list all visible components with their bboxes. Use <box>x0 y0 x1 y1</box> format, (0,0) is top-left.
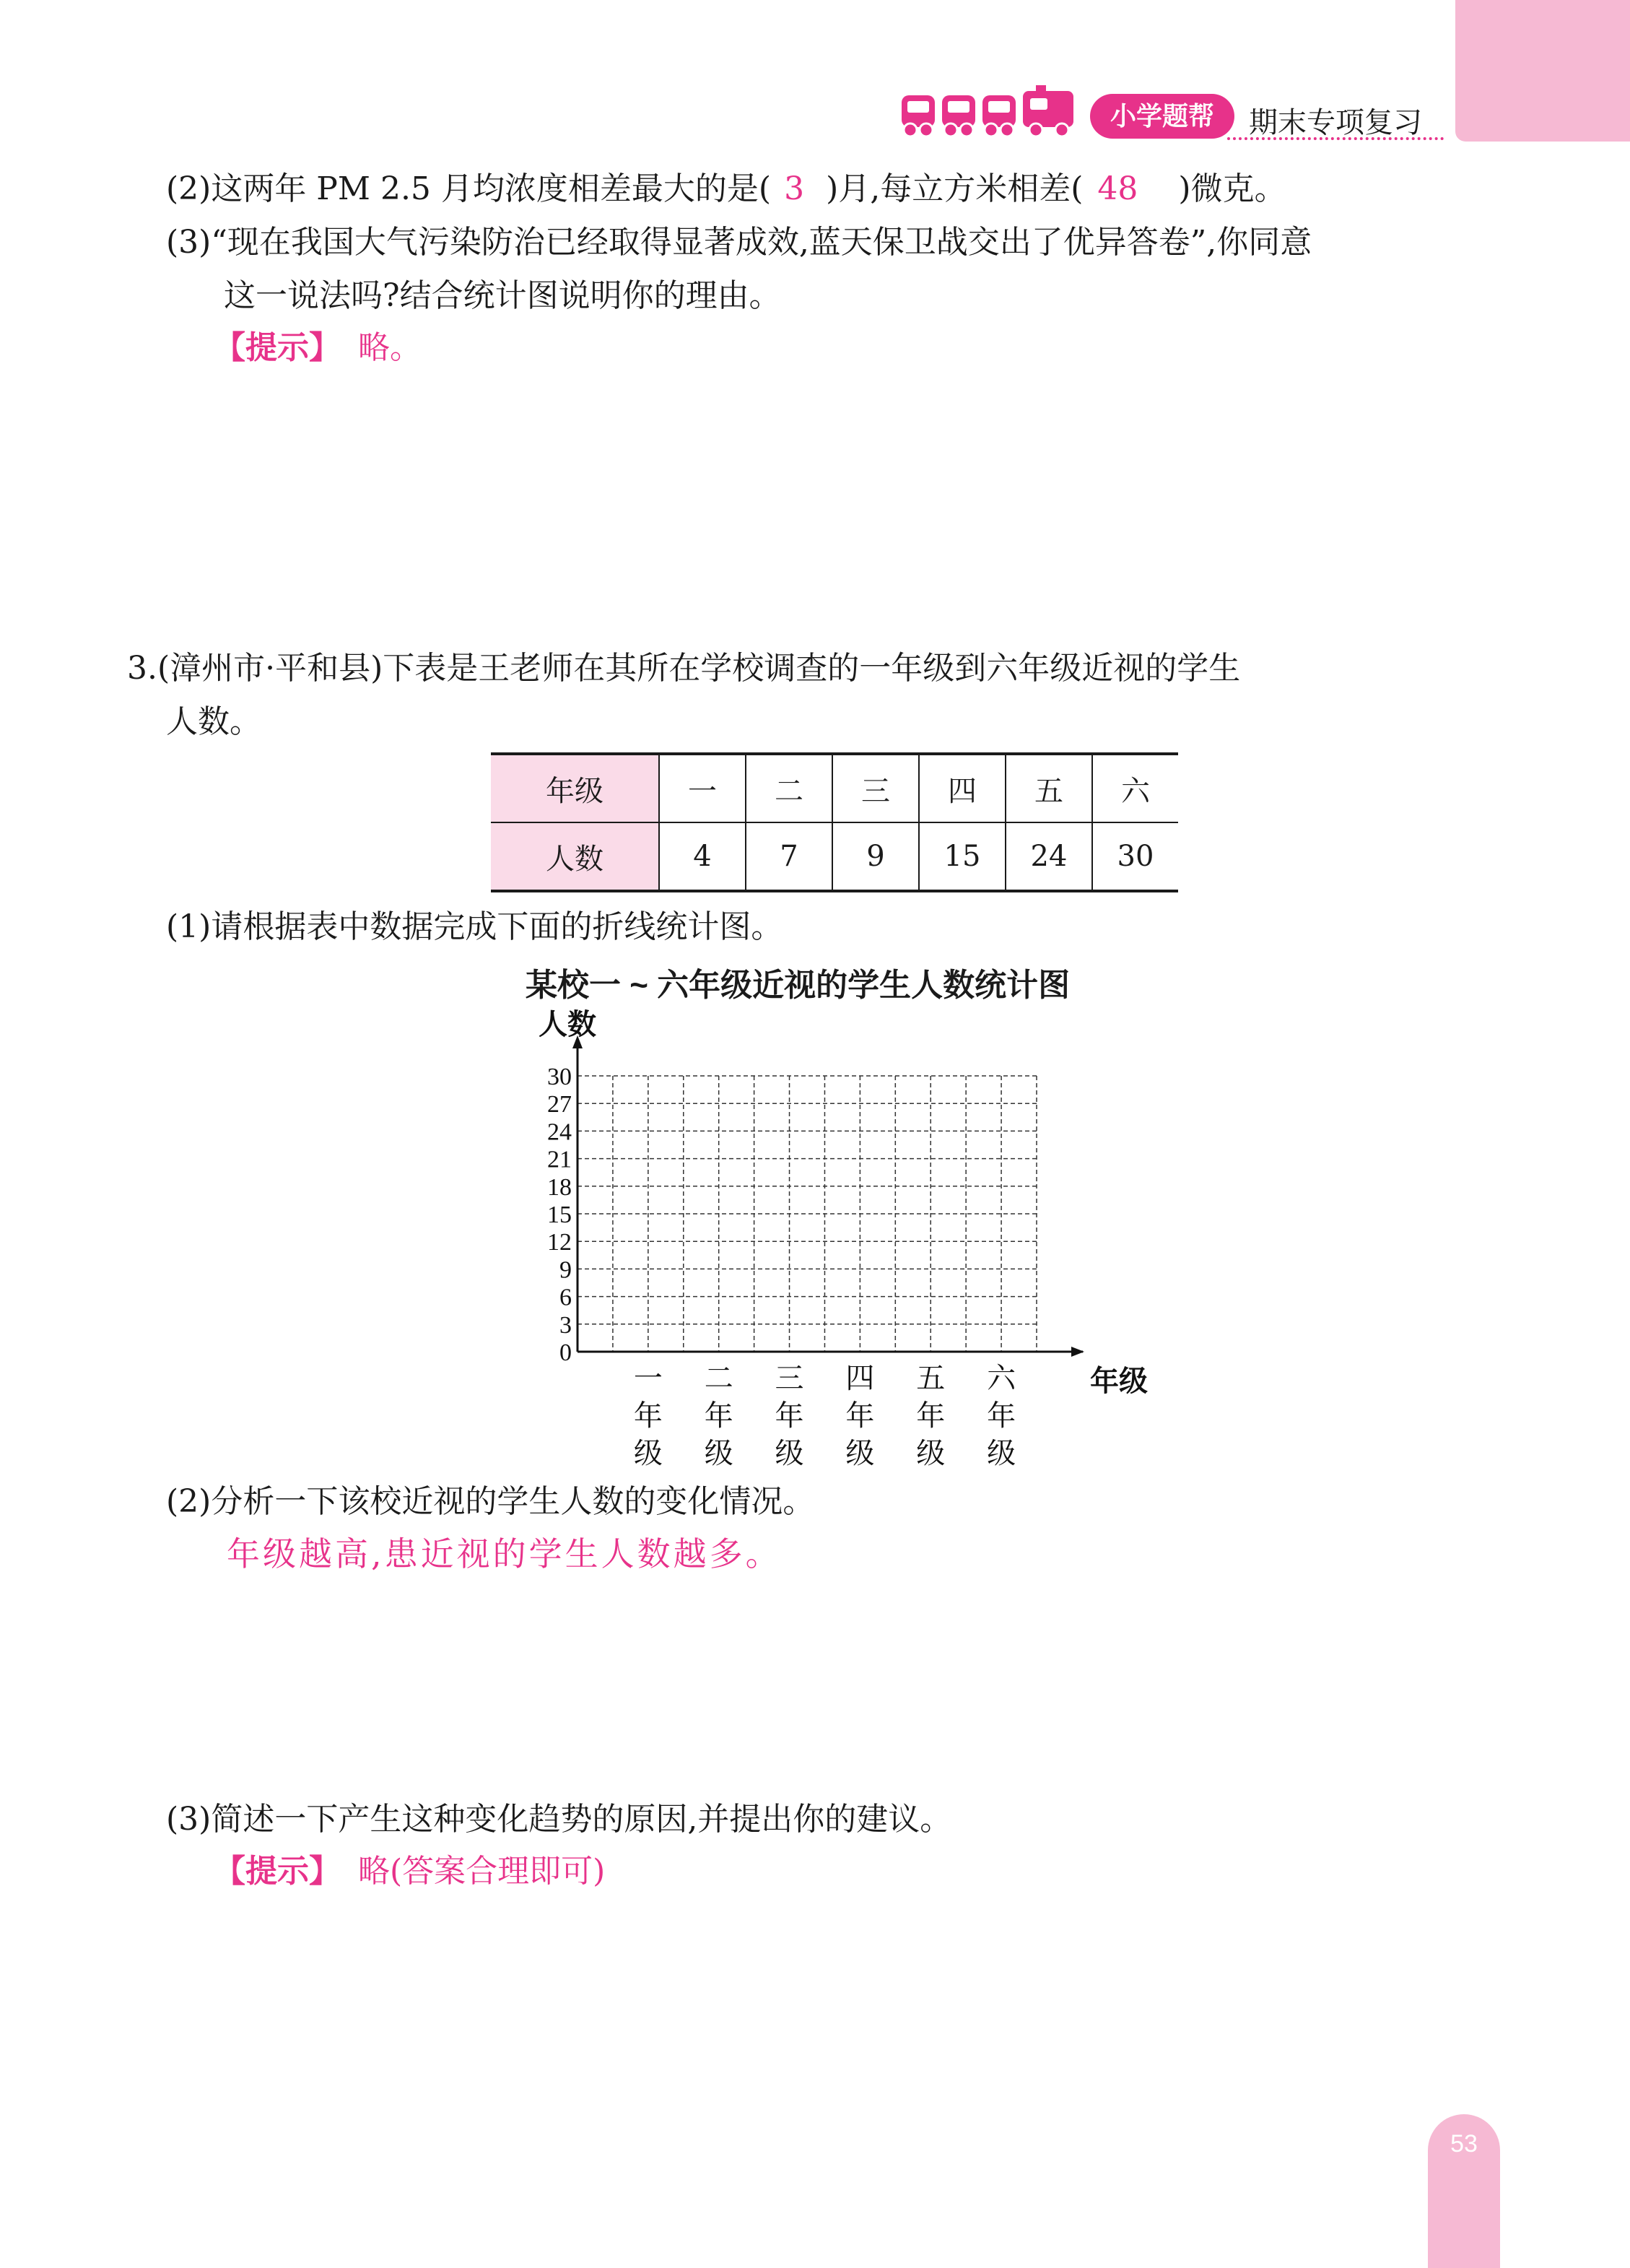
q3-stem-line2: 人数。 <box>166 703 261 740</box>
y-tick-label: 0 <box>559 1339 572 1366</box>
q2-part2: (2)这两年 PM 2.5 月均浓度相差最大的是( 3 )月,每立方米相差( 48 )微克。 <box>166 168 1286 211</box>
x-tick-label: 年 <box>704 1399 733 1432</box>
y-tick-label: 6 <box>559 1284 572 1311</box>
x-tick-label: 年 <box>633 1399 663 1432</box>
train-icon <box>899 85 1079 143</box>
x-tick-label: 五 <box>916 1362 946 1394</box>
x-tick-label: 六 <box>987 1362 1016 1394</box>
y-tick-label: 12 <box>547 1229 572 1256</box>
hint-label: 【提示】 <box>214 330 341 365</box>
x-tick-label: 二 <box>704 1362 733 1394</box>
x-tick-label: 级 <box>775 1437 804 1469</box>
chart-title: 某校一 ~ 六年级近视的学生人数统计图 <box>526 968 1071 1003</box>
table-cell: 四 <box>919 754 1006 822</box>
brand-badge: 小学题帮 <box>1090 94 1234 139</box>
q2-hint <box>214 326 422 370</box>
x-tick-label: 一 <box>633 1362 663 1394</box>
y-tick-label: 15 <box>547 1202 572 1228</box>
y-tick-label: 3 <box>559 1311 572 1339</box>
table-cell: 4 <box>659 822 746 891</box>
x-tick-label: 四 <box>845 1362 875 1394</box>
y-tick-label: 30 <box>547 1064 572 1090</box>
table-cell: 一 <box>659 754 746 822</box>
q3-sub2-answer: 年级越高,患近视的学生人数越多。 <box>227 1534 782 1573</box>
x-tick-label: 年 <box>916 1399 946 1432</box>
table-row-grades <box>491 754 1178 822</box>
table-header-count: 人数 <box>491 822 659 891</box>
table-cell: 9 <box>832 822 919 891</box>
q2-part3-line2: 这一说法吗?结合统计图说明你的理由。 <box>224 277 781 314</box>
y-tick-label: 24 <box>547 1118 572 1146</box>
table-cell: 24 <box>1006 822 1092 891</box>
header-tab <box>1455 0 1630 142</box>
hint-text: 略(答案合理即可) <box>358 1853 606 1890</box>
q2-answer-month: 3 <box>784 170 805 207</box>
q3-sub3: (3)简述一下产生这种变化趋势的原因,并提出你的建议。 <box>166 1801 952 1838</box>
x-tick-label: 年 <box>845 1399 875 1432</box>
table-cell: 7 <box>746 822 832 891</box>
hint-label: 【提示】 <box>214 1854 341 1889</box>
x-axis-arrow <box>1071 1347 1084 1357</box>
table-cell: 六 <box>1092 754 1178 822</box>
x-tick-label: 三 <box>775 1362 804 1394</box>
table-header-grade: 年级 <box>491 754 659 822</box>
table-cell: 五 <box>1006 754 1092 822</box>
page-number: 53 <box>1450 2130 1478 2158</box>
y-tick-label: 27 <box>547 1091 572 1118</box>
x-tick-label: 级 <box>845 1437 875 1469</box>
table-cell: 15 <box>919 822 1006 891</box>
y-tick-label: 21 <box>547 1146 572 1173</box>
table-cell: 二 <box>746 754 832 822</box>
y-axis-label: 人数 <box>539 1009 596 1040</box>
x-tick-label: 年 <box>987 1399 1016 1432</box>
y-tick-label: 18 <box>547 1173 572 1201</box>
q3-hint <box>214 1850 605 1893</box>
x-tick-label: 级 <box>704 1437 733 1469</box>
x-tick-label: 年 <box>775 1399 804 1432</box>
line-chart <box>505 1004 1148 1480</box>
x-tick-label: 级 <box>987 1437 1016 1469</box>
table-cell: 三 <box>832 754 919 822</box>
data-table <box>491 752 1178 892</box>
q3-sub1: (1)请根据表中数据完成下面的折线统计图。 <box>166 908 783 945</box>
q3-stem-line1: 3.(漳州市·平和县)下表是王老师在其所在学校调查的一年级到六年级近视的学生 <box>127 650 1241 687</box>
y-tick-label: 9 <box>559 1256 572 1284</box>
x-axis-label: 年级 <box>1090 1365 1148 1397</box>
section-title: 期末专项复习 <box>1249 107 1422 139</box>
table-row-counts <box>491 822 1178 891</box>
x-tick-label: 级 <box>633 1437 663 1469</box>
q2-answer-diff: 48 <box>1097 170 1138 207</box>
q3-sub2: (2)分析一下该校近视的学生人数的变化情况。 <box>166 1483 815 1520</box>
x-tick-label: 级 <box>916 1437 946 1469</box>
hint-text: 略。 <box>358 329 422 366</box>
q2-part3-line1: (3)“现在我国大气污染防治已经取得显著成效,蓝天保卫战交出了优异答卷”,你同意 <box>166 224 1312 261</box>
header-divider <box>1227 137 1444 140</box>
table-cell: 30 <box>1092 822 1178 891</box>
